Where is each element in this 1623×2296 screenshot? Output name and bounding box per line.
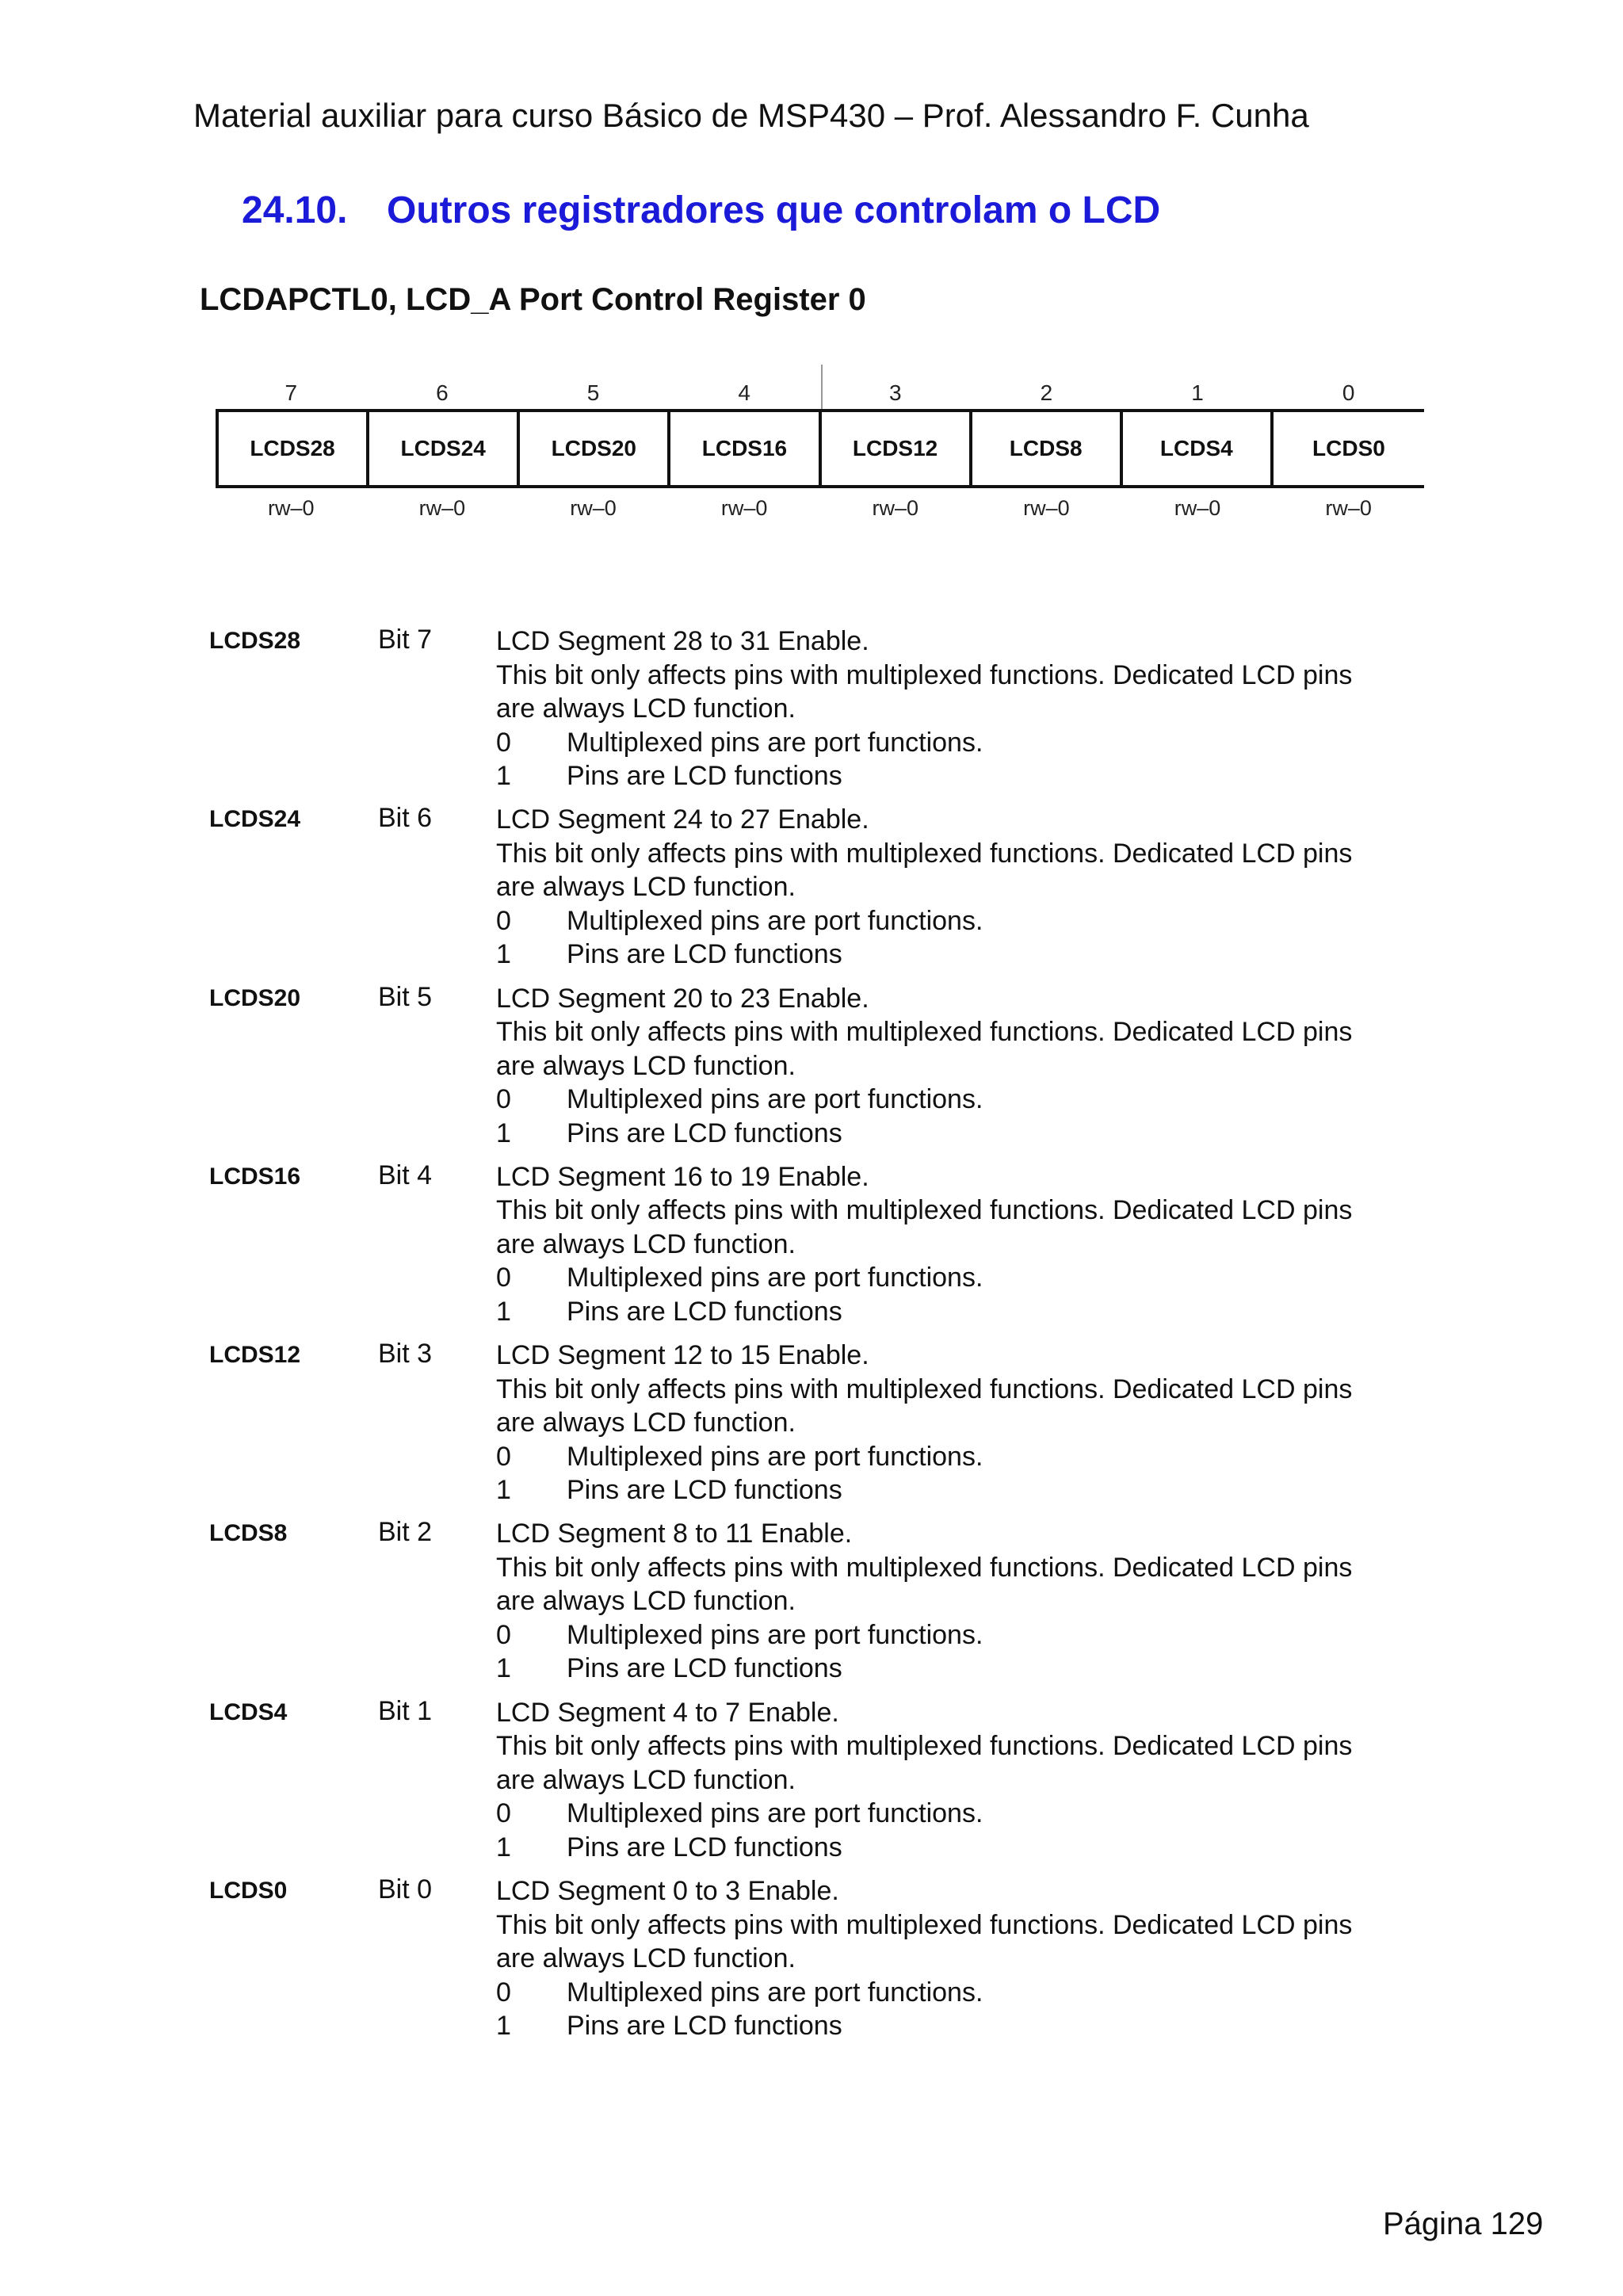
bit-number: 1 xyxy=(1191,380,1204,405)
option-key: 0 xyxy=(496,1977,511,2008)
field-description-list xyxy=(209,625,1445,2053)
description-text xyxy=(496,1696,1447,1865)
description-title: LCD Segment 4 to 7 Enable. xyxy=(496,1697,839,1728)
option-key: 0 xyxy=(496,1798,511,1829)
page-header: Material auxiliar para curso Básico de MSP430 – Prof. Alessandro F. Cunha xyxy=(193,97,1309,134)
field-name: LCDS24 xyxy=(209,806,301,833)
option-key: 1 xyxy=(496,1832,511,1862)
field-description xyxy=(209,1339,1445,1517)
access-row xyxy=(216,496,1424,521)
description-text xyxy=(496,1874,1447,2043)
bit-label: Bit 6 xyxy=(378,803,433,834)
page-number: Página 129 xyxy=(1383,2206,1544,2241)
description-title: LCD Segment 12 to 15 Enable. xyxy=(496,1340,869,1371)
description-text xyxy=(496,625,1447,793)
field-name: LCDS28 xyxy=(209,628,301,654)
field-description xyxy=(209,1160,1445,1339)
description-line: are always LCD function. xyxy=(496,1050,796,1081)
option-row xyxy=(496,1797,1447,1831)
option-key: 0 xyxy=(496,1441,511,1472)
option-row xyxy=(496,1117,1447,1151)
option-key: 0 xyxy=(496,905,511,936)
bit-number: 0 xyxy=(1342,380,1355,405)
option-row xyxy=(496,938,1447,972)
field-cell: LCDS28 xyxy=(219,412,369,485)
bit-label: Bit 0 xyxy=(378,1874,433,1905)
description-title: LCD Segment 16 to 19 Enable. xyxy=(496,1161,869,1192)
option-text: Multiplexed pins are port functions. xyxy=(567,1441,983,1472)
field-name: LCDS20 xyxy=(209,984,301,1011)
field-description xyxy=(209,1696,1445,1874)
bit-label: Bit 2 xyxy=(378,1517,433,1548)
option-row xyxy=(496,1831,1447,1865)
access-cell: rw–0 xyxy=(418,496,466,520)
option-row xyxy=(496,1083,1447,1117)
bit-label: Bit 1 xyxy=(378,1695,433,1726)
description-line: are always LCD function. xyxy=(496,1586,796,1617)
register-title: LCDAPCTL0, LCD_A Port Control Register 0 xyxy=(200,282,866,317)
option-row xyxy=(496,1976,1447,2010)
access-cell: rw–0 xyxy=(872,496,919,520)
option-text: Pins are LCD functions xyxy=(567,1653,842,1684)
description-text xyxy=(496,1160,1447,1329)
field-name: LCDS12 xyxy=(209,1342,301,1369)
bit-label: Bit 4 xyxy=(378,1159,433,1190)
description-title: LCD Segment 8 to 11 Enable. xyxy=(496,1519,853,1549)
description-line: are always LCD function. xyxy=(496,1943,796,1974)
option-text: Multiplexed pins are port functions. xyxy=(567,905,983,936)
description-text xyxy=(496,803,1447,972)
option-key: 1 xyxy=(496,2011,511,2042)
bit-number: 5 xyxy=(586,380,600,405)
option-row xyxy=(496,759,1447,793)
field-description xyxy=(209,1517,1445,1695)
field-name: LCDS4 xyxy=(209,1698,288,1725)
field-cell: LCDS24 xyxy=(369,412,520,485)
description-text xyxy=(496,1339,1447,1507)
description-line: are always LCD function. xyxy=(496,1228,796,1259)
option-row xyxy=(496,1261,1447,1295)
option-row xyxy=(496,1652,1447,1686)
field-description xyxy=(209,625,1445,803)
access-cell: rw–0 xyxy=(1174,496,1221,520)
description-title: LCD Segment 20 to 23 Enable. xyxy=(496,983,869,1014)
option-text: Pins are LCD functions xyxy=(567,1475,842,1506)
field-description xyxy=(209,982,1445,1160)
description-line: This bit only affects pins with multiplexed functions. Dedicated LCD pins xyxy=(496,1909,1353,1940)
option-text: Multiplexed pins are port functions. xyxy=(567,1619,983,1650)
option-row xyxy=(496,726,1447,760)
option-text: Multiplexed pins are port functions. xyxy=(567,1263,983,1293)
access-cell: rw–0 xyxy=(1325,496,1372,520)
description-line: are always LCD function. xyxy=(496,1408,796,1438)
description-line: are always LCD function. xyxy=(496,693,796,724)
option-key: 1 xyxy=(496,1653,511,1684)
option-key: 1 xyxy=(496,1475,511,1506)
option-text: Pins are LCD functions xyxy=(567,1832,842,1862)
description-text xyxy=(496,982,1447,1151)
description-line: This bit only affects pins with multiplexed functions. Dedicated LCD pins xyxy=(496,838,1353,869)
option-key: 1 xyxy=(496,1296,511,1327)
bit-number: 2 xyxy=(1040,380,1053,405)
section-number: 24.10. xyxy=(242,189,348,231)
description-text xyxy=(496,1517,1447,1686)
option-key: 0 xyxy=(496,727,511,758)
description-line: This bit only affects pins with multiplexed functions. Dedicated LCD pins xyxy=(496,1195,1353,1226)
field-cell: LCDS12 xyxy=(822,412,972,485)
field-name: LCDS8 xyxy=(209,1520,288,1547)
field-cell: LCDS20 xyxy=(520,412,670,485)
option-row xyxy=(496,1440,1447,1474)
bit-label: Bit 7 xyxy=(378,625,433,655)
description-title: LCD Segment 28 to 31 Enable. xyxy=(496,626,869,656)
bit-number: 3 xyxy=(889,380,902,405)
field-cell: LCDS16 xyxy=(670,412,821,485)
option-key: 0 xyxy=(496,1263,511,1293)
option-text: Multiplexed pins are port functions. xyxy=(567,1977,983,2008)
access-cell: rw–0 xyxy=(720,496,768,520)
option-text: Pins are LCD functions xyxy=(567,939,842,970)
description-line: This bit only affects pins with multiplexed functions. Dedicated LCD pins xyxy=(496,1373,1353,1404)
access-cell: rw–0 xyxy=(1023,496,1070,520)
description-line: This bit only affects pins with multiplexed functions. Dedicated LCD pins xyxy=(496,1552,1353,1583)
section-title-text: Outros registradores que controlam o LCD xyxy=(387,189,1161,231)
description-line: This bit only affects pins with multiplexed functions. Dedicated LCD pins xyxy=(496,1731,1353,1762)
option-row xyxy=(496,904,1447,938)
bit-number: 6 xyxy=(436,380,449,405)
field-cell: LCDS0 xyxy=(1312,436,1385,460)
option-text: Pins are LCD functions xyxy=(567,1296,842,1327)
access-cell: rw–0 xyxy=(268,496,315,520)
bit-label: Bit 5 xyxy=(378,981,433,1012)
field-cell: LCDS4 xyxy=(1123,412,1274,485)
description-line: This bit only affects pins with multiplexed functions. Dedicated LCD pins xyxy=(496,659,1353,690)
option-key: 0 xyxy=(496,1084,511,1115)
option-row xyxy=(496,1618,1447,1652)
option-text: Multiplexed pins are port functions. xyxy=(567,1084,983,1115)
option-key: 0 xyxy=(496,1619,511,1650)
field-name: LCDS16 xyxy=(209,1163,301,1190)
option-key: 1 xyxy=(496,761,511,791)
field-description xyxy=(209,1874,1445,2053)
section-heading xyxy=(242,189,1160,232)
description-line: This bit only affects pins with multiplexed functions. Dedicated LCD pins xyxy=(496,1017,1353,1048)
description-line: are always LCD function. xyxy=(496,872,796,903)
option-text: Multiplexed pins are port functions. xyxy=(567,727,983,758)
option-key: 1 xyxy=(496,939,511,970)
byte-divider xyxy=(821,365,823,409)
option-text: Pins are LCD functions xyxy=(567,2011,842,2042)
option-text: Pins are LCD functions xyxy=(567,1117,842,1148)
field-description xyxy=(209,803,1445,981)
option-row xyxy=(496,2009,1447,2043)
bit-number: 4 xyxy=(738,380,750,405)
field-name: LCDS0 xyxy=(209,1878,288,1904)
option-text: Multiplexed pins are port functions. xyxy=(567,1798,983,1829)
field-row xyxy=(216,409,1424,488)
option-text: Pins are LCD functions xyxy=(567,761,842,791)
option-key: 1 xyxy=(496,1117,511,1148)
bit-label: Bit 3 xyxy=(378,1339,433,1370)
register-bit-table xyxy=(216,365,1424,521)
option-row xyxy=(496,1473,1447,1507)
option-row xyxy=(496,1295,1447,1329)
description-line: are always LCD function. xyxy=(496,1764,796,1795)
description-title: LCD Segment 0 to 3 Enable. xyxy=(496,1876,839,1907)
bit-number: 7 xyxy=(285,380,298,405)
description-title: LCD Segment 24 to 27 Enable. xyxy=(496,804,869,835)
field-cell: LCDS8 xyxy=(972,412,1123,485)
access-cell: rw–0 xyxy=(570,496,617,520)
bit-number-row xyxy=(216,365,1424,409)
